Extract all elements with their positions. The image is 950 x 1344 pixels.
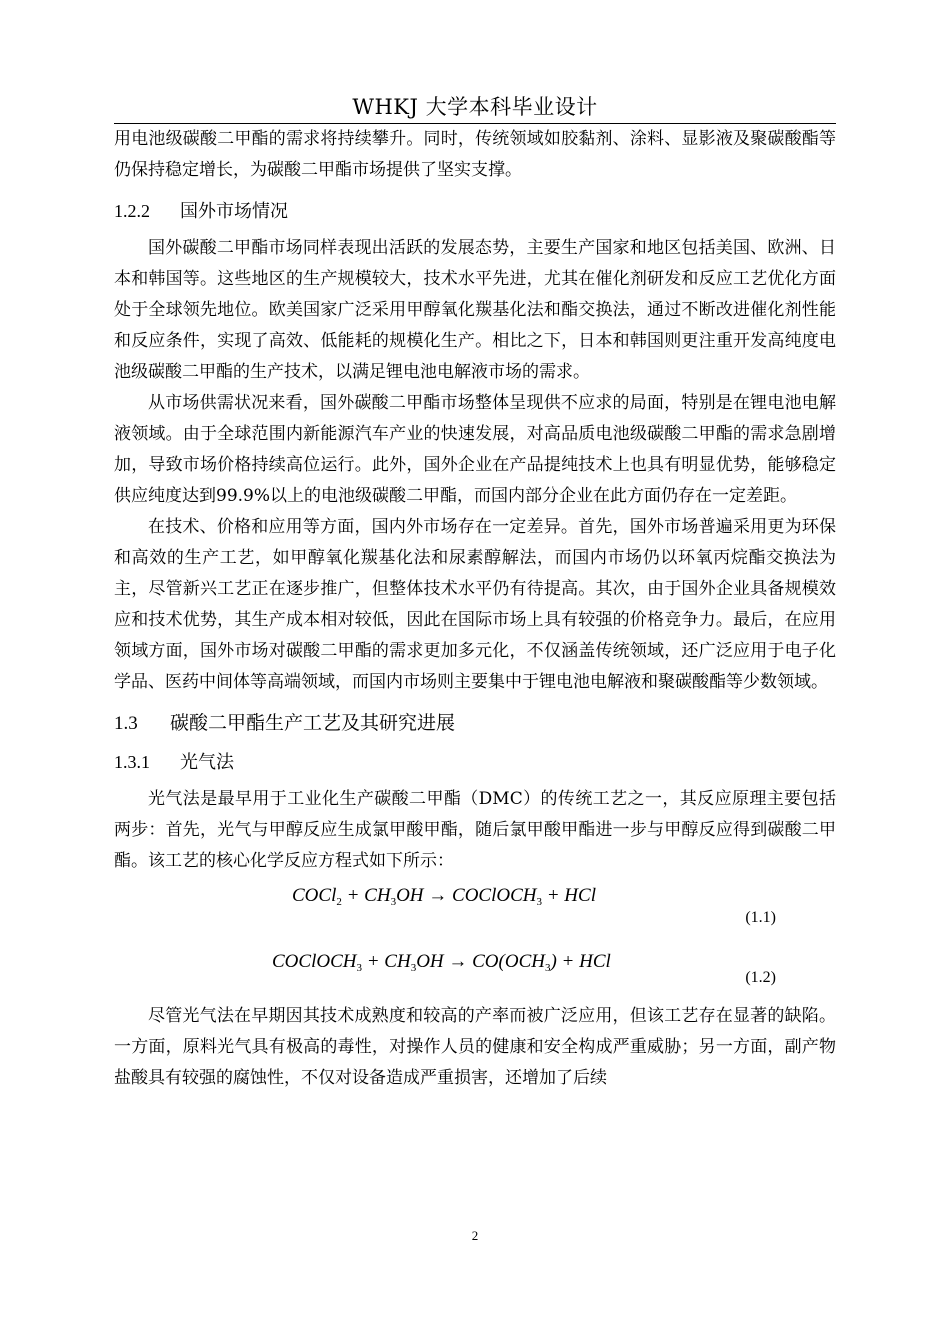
heading-title: 碳酸二甲酯生产工艺及其研究进展 bbox=[170, 712, 456, 734]
heading-number: 1.3.1 bbox=[114, 752, 150, 772]
running-header: WHKJ 大学本科毕业设计 bbox=[352, 95, 598, 119]
heading-1-2-2 bbox=[114, 196, 836, 227]
page-body bbox=[114, 124, 836, 1094]
paragraph: 尽管光气法在早期因其技术成熟度和较高的产率而被广泛应用，但该工艺存在显著的缺陷。一方面，原料光气具有极高的毒性，对操作人员的健康和安全构成严重威胁；另一方面，副产物盐酸具有较强的腐蚀性，不仅对设备造成严重损害，还增加了后续 bbox=[114, 1006, 836, 1088]
heading-number: 1.3 bbox=[114, 713, 138, 734]
paragraph: 在技术、价格和应用等方面，国内外市场存在一定差异。首先，国外市场普遍采用更为环保和高效的生产工艺，如甲醇氧化羰基化法和尿素醇解法，而国内市场仍以环氧丙烷酯交换法为主，尽管新兴工艺正在逐步推广，但整体技术水平仍有待提高。其次，由于国外企业具备规模效应和技术优势，其生产成本相对较低，因此在国际市场上具有较强的价格竞争力。最后，在应用领域方面，国外市场对碳酸二甲酯的需求更加多元化，不仅涵盖传统领域，还广泛应用于电子化学品、医药中间体等高端领域，而国内市场则主要集中于锂电池电解液和聚碳酸酯等少数领域。 bbox=[114, 517, 836, 692]
paragraph: 光气法是最早用于工业化生产碳酸二甲酯（DMC）的传统工艺之一，其反应原理主要包括两步：首先，光气与甲醇反应生成氯甲酸甲酯，随后氯甲酸甲酯进一步与甲醇反应得到碳酸二甲酯。该工艺的核心化学反应方程式如下所示： bbox=[114, 789, 836, 871]
page-number: 2 bbox=[471, 1228, 479, 1243]
equation-formula: COClOCH$_3$ + $CH_3OH \to CO(OCH_3)$ + HCl bbox=[272, 951, 611, 974]
paragraph: 从市场供需状况来看，国外碳酸二甲酯市场整体呈现供不应求的局面，特别是在锂电池电解液领域。由于全球范围内新能源汽车产业的快速发展，对高品质电池级碳酸二甲酯的需求急剧增加，导致市场价格持续高位运行。此外，国外企业在产品提纯技术上也具有明显优势，能够稳定供应纯度达到99.9%以上的电池级碳酸二甲酯，而国内部分企业在此方面仍存在一定差距。 bbox=[114, 393, 836, 506]
intro-paragraph: 用电池级碳酸二甲酯的需求将持续攀升。同时，传统领域如胶黏剂、涂料、显影液及聚碳酸酯等仍保持稳定增长，为碳酸二甲酯市场提供了坚实支撑。 bbox=[114, 129, 836, 180]
heading-title: 光气法 bbox=[180, 752, 234, 773]
heading-1-3-1 bbox=[114, 747, 836, 778]
heading-title: 国外市场情况 bbox=[180, 201, 288, 222]
equation-1-2 bbox=[114, 941, 836, 997]
equation-formula: COCl$_2$ + $CH_3OH$ → COClOCH$_3$ + HCl bbox=[292, 885, 596, 908]
equation-1-1 bbox=[114, 883, 836, 939]
paragraph: 国外碳酸二甲酯市场同样表现出活跃的发展态势，主要生产国家和地区包括美国、欧洲、日本和韩国等。这些地区的生产规模较大，技术水平先进，尤其在催化剂研发和反应工艺优化方面处于全球领先地位。欧美国家广泛采用甲醇氧化羰基化法和酯交换法，通过不断改进催化剂性能和反应条件，实现了高效、低能耗的规模化生产。相比之下，日本和韩国则更注重开发高纯度电池级碳酸二甲酯的生产技术，以满足锂电池电解液市场的需求。 bbox=[114, 238, 836, 382]
equation-number: (1.1) bbox=[745, 909, 776, 926]
heading-number: 1.2.2 bbox=[114, 201, 150, 221]
heading-1-3 bbox=[114, 708, 836, 739]
equation-number: (1.2) bbox=[745, 969, 776, 986]
